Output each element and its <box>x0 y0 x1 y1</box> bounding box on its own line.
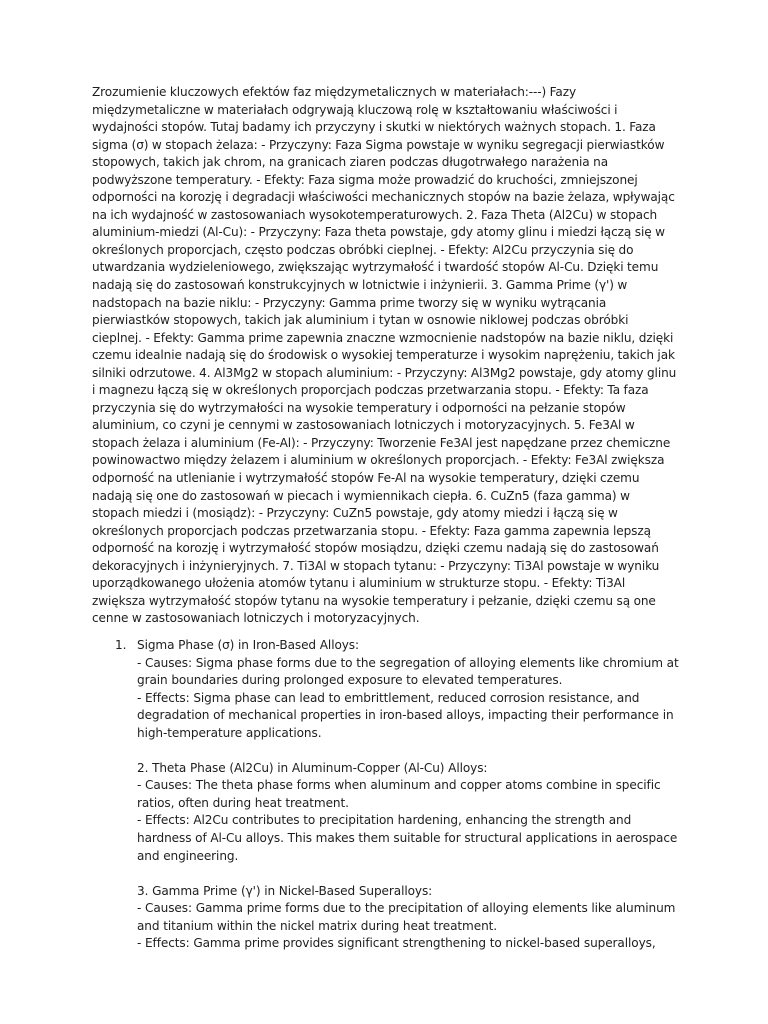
list-blank-line <box>137 742 680 760</box>
list-line-gamma-causes: - Causes: Gamma prime forms due to the precipitation of alloying elements like aluminum and titanium within the nickel matrix during heat treatment. <box>137 901 676 933</box>
list-line-theta-effects: - Effects: Al2Cu contributes to precipitation hardening, enhancing the strength and hardness of Al-Cu alloys. This makes them suitable for structural applications in aerospace and engineering. <box>137 813 678 863</box>
list-line-sigma-effects: - Effects: Sigma phase can lead to embrittlement, reduced corrosion resistance, and degradation of mechanical properties in iron-based alloys, impacting their performance in high-temperature applications. <box>137 690 674 740</box>
document-page <box>92 84 680 953</box>
intro-paragraph: Zrozumienie kluczowych efektów faz międzymetalicznych w materiałach:---) Fazy międzymetaliczne w materiałach odgrywają kluczową rolę w kształtowaniu właściwości i wydajności stopów. Tutaj badamy ich przyczyny i skutki w niektórych ważnych stopach. 1. Faza sigma (σ) w stopach żelaza: - Przyczyny: Faza Sigma powstaje w wyniku segregacji pierwiastków stopowych, takich jak chrom, na granicach ziaren podczas długotrwałego narażenia na podwyższone temperatury. - Efekty: Faza sigma może prowadzić do kruchości, zmniejszonej odporności na korozję i degradacji właściwości mechanicznych stopów na bazie żelaza, wpływając na ich wydajność w zastosowaniach wysokotemperaturowych. 2. Faza Theta (Al2Cu) w stopach aluminium-miedzi (Al-Cu): - Przyczyny: Faza theta powstaje, gdy atomy glinu i miedzi łączą się w określonych proporcjach, często podczas obróbki cieplnej. - Efekty: Al2Cu przyczynia się do utwardzania wydzieleniowego, zwiększając wytrzymałość i twardość stopów Al-Cu. Dzięki temu nadają się do zastosowań konstrukcyjnych w lotnictwie i inżynierii. 3. Gamma Prime (γ') w nadstopach na bazie niklu: - Przyczyny: Gamma prime tworzy się w wyniku wytrącania pierwiastków stopowych, takich jak aluminium i tytan w osnowie niklowej podczas obróbki cieplnej. - Efekty: Gamma prime zapewnia znaczne wzmocnienie nadstopów na bazie niklu, dzięki czemu idealnie nadają się do środowisk o wysokiej temperaturze i wysokim naprężeniu, takich jak silniki odrzutowe. 4. Al3Mg2 w stopach aluminium: - Przyczyny: Al3Mg2 powstaje, gdy atomy glinu i magnezu łączą się w określonych proporcjach podczas przetwarzania stopu. - Efekty: Ta faza przyczynia się do wytrzymałości na wysokie temperatury i odporności na pełzanie stopów aluminium, co czyni je cennymi w zastosowaniach lotniczych i motoryzacyjnych. 5. Fe3Al w stopach żelaza i aluminium (Fe-Al): - Przyczyny: Tworzenie Fe3Al jest napędzane przez chemiczne powinowactwo między żelazem i aluminium w określonych proporcjach. - Efekty: Fe3Al zwiększa odporność na utlenianie i wytrzymałość stopów Fe-Al na wysokie temperatury, dzięki czemu nadają się one do zastosowań w piecach i wymiennikach ciepła. 6. CuZn5 (faza gamma) w stopach miedzi i (mosiądz): - Przyczyny: CuZn5 powstaje, gdy atomy miedzi i łączą się w określonych proporcjach podczas przetwarzania stopu. - Efekty: Faza gamma zapewnia lepszą odporność na korozję i wytrzymałość stopów mosiądzu, dzięki czemu nadają się do zastosowań dekoracyjnych i inżynieryjnych. 7. Ti3Al w stopach tytanu: - Przyczyny: Ti3Al powstaje w wyniku uporządkowanego ułożenia atomów tytanu i aluminium w strukturze stopu. - Efekty: Ti3Al zwiększa wytrzymałość stopów tytanu na wysokie temperatury i pełzanie, dzięki czemu są one cenne w zastosowaniach lotniczych i motoryzacyjnych. <box>92 85 677 626</box>
list-item <box>92 637 680 953</box>
list-line-gamma-heading: 3. Gamma Prime (γ') in Nickel-Based Superalloys: <box>137 883 433 898</box>
list-line-theta-heading: 2. Theta Phase (Al2Cu) in Aluminum-Copper (Al-Cu) Alloys: <box>137 760 488 775</box>
list-line-sigma-causes: - Causes: Sigma phase forms due to the segregation of alloying elements like chromium at grain boundaries during prolonged exposure to elevated temperatures. <box>137 655 679 688</box>
list-line-theta-causes: - Causes: The theta phase forms when aluminum and copper atoms combine in specific ratios, often during heat treatment. <box>137 778 661 810</box>
list-line-sigma-heading: Sigma Phase (σ) in Iron-Based Alloys: <box>137 637 359 652</box>
numbered-list <box>92 637 680 953</box>
list-line-gamma-effects: - Effects: Gamma prime provides significant strengthening to nickel-based superalloys, <box>137 936 656 951</box>
list-blank-line <box>137 865 680 883</box>
list-marker: 1. <box>115 637 127 652</box>
